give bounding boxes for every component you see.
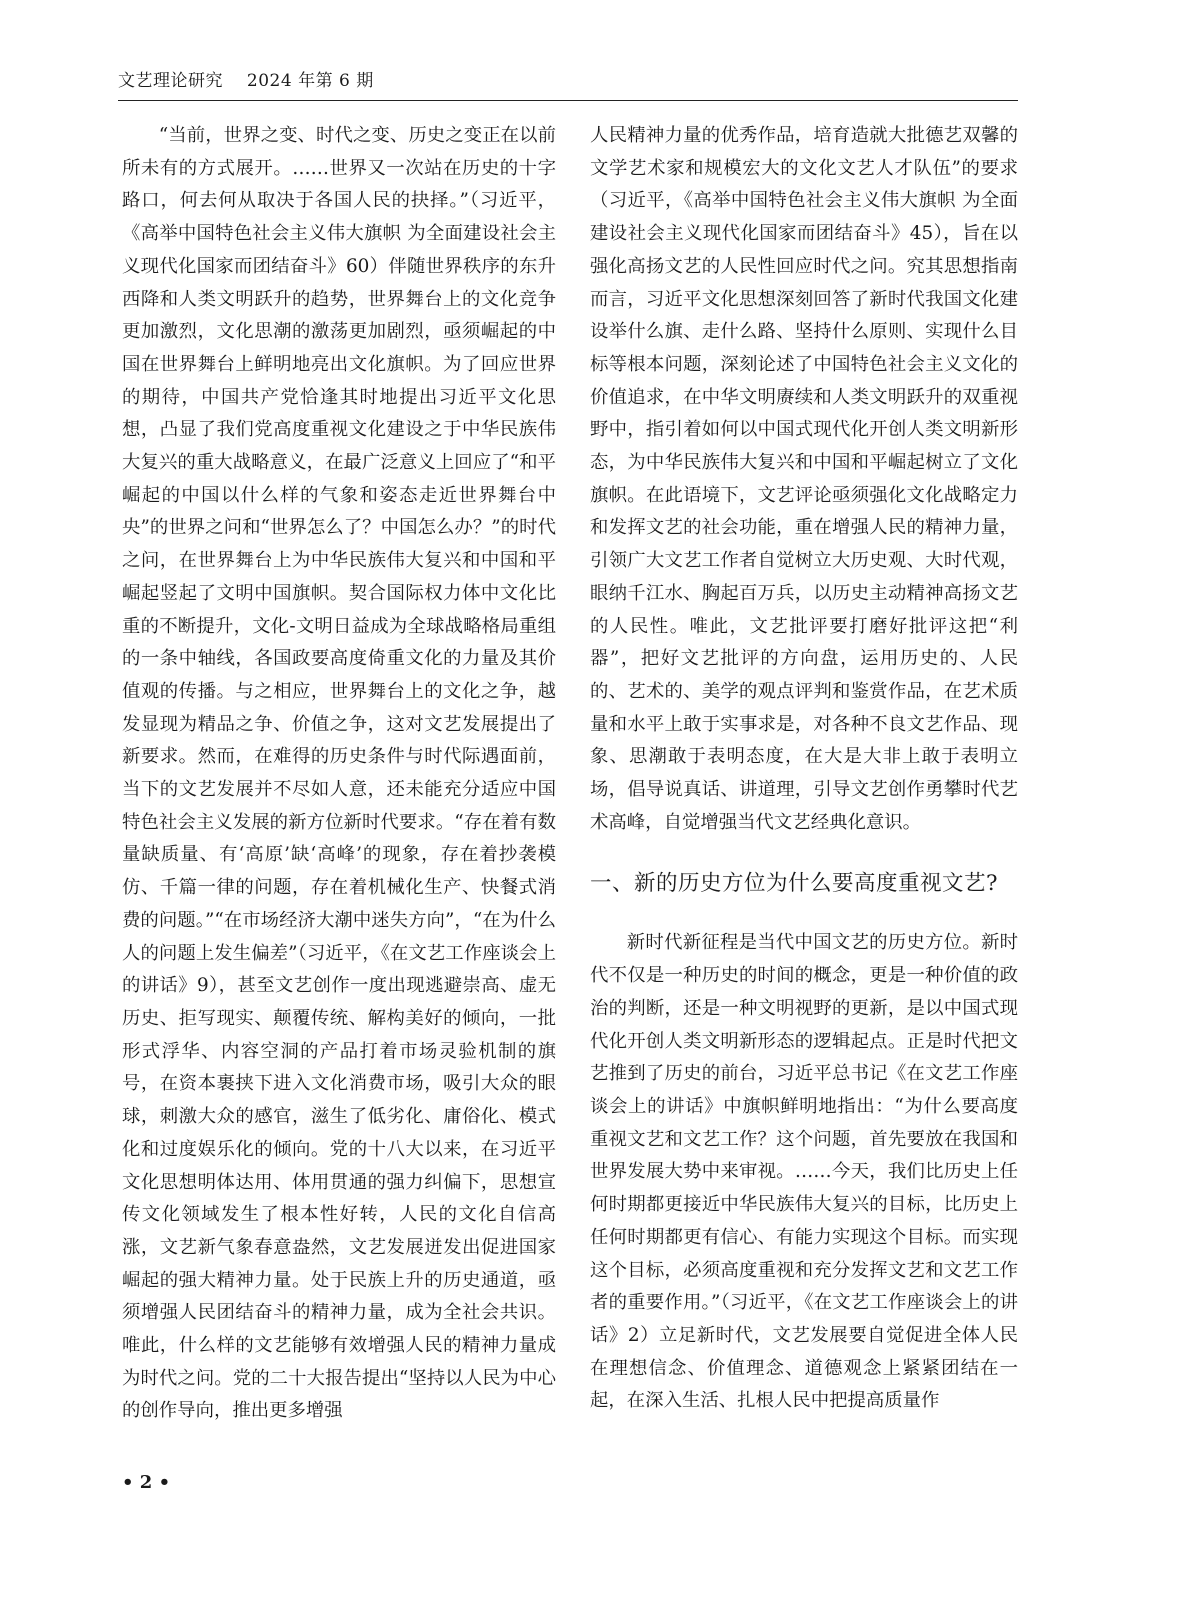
journal-title: 文艺理论研究 — [118, 71, 223, 91]
right-column — [590, 120, 1018, 1460]
section-heading: 一、新的历史方位为什么要高度重视文艺? — [590, 871, 999, 897]
running-header — [118, 66, 1018, 96]
page-number: • 2 • — [122, 1472, 171, 1493]
header-rule — [118, 100, 1018, 101]
body-paragraph-continued: 人民精神力量的优秀作品，培育造就大批德艺双馨的文学艺术家和规模宏大的文化文艺人才队伍”的要求（习近平，《高举中国特色社会主义伟大旗帜 为全面建设社会主义现代化国家而团结奋斗》45），旨在以强化高扬文艺的人民性回应时代之问。究其思想指南而言，习近平文化思想深刻回答了新时代我国文化建设举什么旗、走什么路、坚持什么原则、实现什么目标等根本问题，深刻论述了中国特色社会主义文化的价值追求，在中华文明赓续和人类文明跃升的双重视野中，指引着如何以中国式现代化开创人类文明新形态，为中华民族伟大复兴和中国和平崛起树立了文化旗帜。在此语境下，文艺评论亟须强化文化战略定力和发挥文艺的社会功能，重在增强人民的精神力量，引领广大文艺工作者自觉树立大历史观、大时代观，眼纳千江水、胸起百万兵，以历史主动精神高扬文艺的人民性。唯此，文艺批评要打磨好批评这把“利器”，把好文艺批评的方向盘，运用历史的、人民的、艺术的、美学的观点评判和鉴赏作品，在艺术质量和水平上敢于实事求是，对各种不良文艺作品、现象、思潮敢于表明态度，在大是大非上敢于表明立场，倡导说真话、讲道理，引导文艺创作勇攀时代艺术高峰，自觉增强当代文艺经典化意识。 — [590, 125, 1018, 833]
body-paragraph: “当前，世界之变、时代之变、历史之变正在以前所未有的方式展开。……世界又一次站在历史的十字路口，何去何从取决于各国人民的抉择。”（习近平，《高举中国特色社会主义伟大旗帜 为全面建设社会主义现代化国家而团结奋斗》60）伴随世界秩序的东升西降和人类文明跃升的趋势，世界舞台上的文化竞争更加激烈，文化思潮的激荡更加剧烈，亟须崛起的中国在世界舞台上鲜明地亮出文化旗帜。为了回应世界的期待，中国共产党恰逢其时地提出习近平文化思想，凸显了我们党高度重视文化建设之于中华民族伟大复兴的重大战略意义，在最广泛意义上回应了“和平崛起的中国以什么样的气象和姿态走近世界舞台中央”的世界之问和“世界怎么了？中国怎么办？”的时代之问，在世界舞台上为中华民族伟大复兴和中国和平崛起竖起了文明中国旗帜。契合国际权力体中文化比重的不断提升，文化-文明日益成为全球战略格局重组的一条中轴线，各国政要高度倚重文化的力量及其价值观的传播。与之相应，世界舞台上的文化之争，越发显现为精品之争、价值之争，这对文艺发展提出了新要求。然而，在难得的历史条件与时代际遇面前，当下的文艺发展并不尽如人意，还未能充分适应中国特色社会主义发展的新方位新时代要求。“存在着有数量缺质量、有‘高原’缺‘高峰’的现象，存在着抄袭模仿、千篇一律的问题，存在着机械化生产、快餐式消费的问题。”“在市场经济大潮中迷失方向”，“在为什么人的问题上发生偏差”（习近平，《在文艺工作座谈会上的讲话》9），甚至文艺创作一度出现逃避崇高、虚无历史、拒写现实、颠覆传统、解构美好的倾向，一批形式浮华、内容空洞的产品打着市场灵验机制的旗号，在资本裹挟下进入文化消费市场，吸引大众的眼球，刺激大众的感官，滋生了低劣化、庸俗化、模式化和过度娱乐化的倾向。党的十八大以来，在习近平文化思想明体达用、体用贯通的强力纠偏下，思想宣传文化领域发生了根本性好转，人民的文化自信高涨，文艺新气象春意盎然，文艺发展迸发出促进国家崛起的强大精神力量。处于民族上升的历史通道，亟须增强人民团结奋斗的精神力量，成为全社会共识。唯此，什么样的文艺能够有效增强人民的精神力量成为时代之问。党的二十大报告提出“坚持以人民为中心的创作导向，推出更多增强 — [122, 125, 556, 1422]
issue-label: 2024 年第 6 期 — [246, 71, 374, 91]
body-paragraph: 新时代新征程是当代中国文艺的历史方位。新时代不仅是一种历史的时间的概念，更是一种价值的政治的判断，还是一种文明视野的更新，是以中国式现代化开创人类文明新形态的逻辑起点。正是时代把文艺推到了历史的前台，习近平总书记《在文艺工作座谈会上的讲话》中旗帜鲜明地指出：“为什么要高度重视文艺和文艺工作？这个问题，首先要放在我国和世界发展大势中来审视。……今天，我们比历史上任何时期都更接近中华民族伟大复兴的目标，比历史上任何时期都更有信心、有能力实现这个目标。而实现这个目标，必须高度重视和充分发挥文艺和文艺工作者的重要作用。”（习近平，《在文艺工作座谈会上的讲话》2）立足新时代，文艺发展要自觉促进全体人民在理想信念、价值理念、道德观念上紧紧团结在一起，在深入生活、扎根人民中把提高质量作 — [590, 932, 1018, 1412]
left-column — [122, 120, 556, 1460]
